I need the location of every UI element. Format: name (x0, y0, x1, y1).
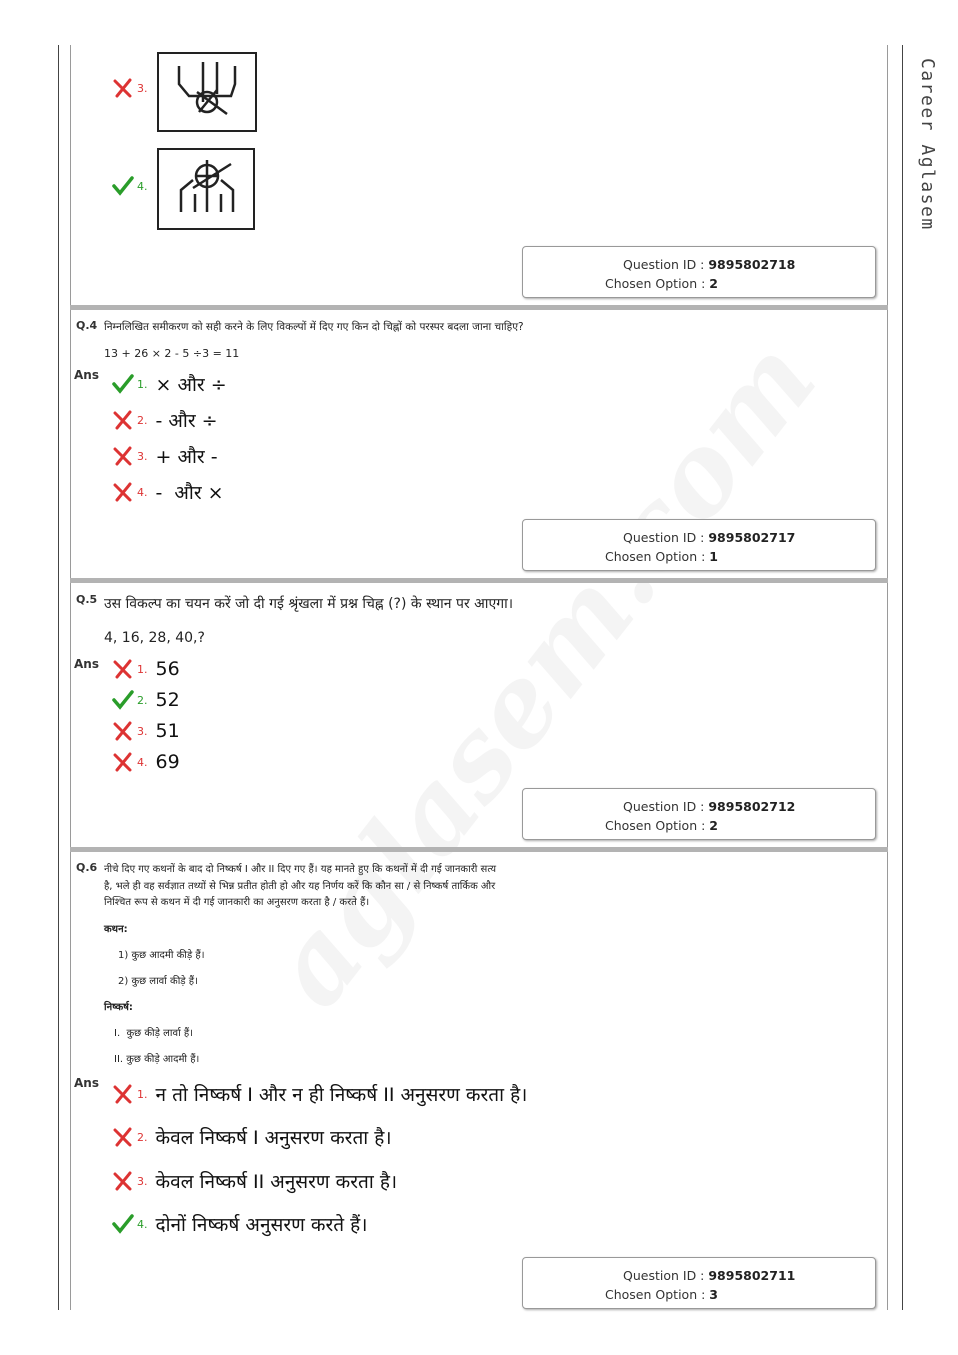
equation-text: 13 + 26 × 2 - 5 ÷3 = 11 (104, 347, 240, 360)
q6-option-2 (112, 1124, 392, 1150)
q5-option-3 (112, 720, 180, 742)
option-number: 2. (137, 693, 148, 707)
option-text: केवल निष्कर्ष I अनुसरण करता है। (155, 1127, 392, 1149)
q6-option-3 (112, 1168, 397, 1194)
side-brand-text: Career Aglasem (917, 58, 938, 231)
option-number: 3. (137, 81, 148, 95)
question-id-value: 9895802717 (708, 530, 796, 545)
option-text: 56 (155, 658, 180, 680)
watermark (244, 399, 777, 1030)
question-id-label: Question ID : (623, 1268, 709, 1283)
content-border-right (887, 45, 888, 1310)
check-icon (112, 374, 134, 394)
check-icon (112, 690, 134, 710)
option-text: केवल निष्कर्ष II अनुसरण करता है। (155, 1171, 398, 1193)
content-border-left (70, 45, 71, 1310)
option-text: × और ÷ (155, 374, 227, 396)
question-text-line: निश्चित रूप से कथन में दी गई जानकारी का अनुसरण करता है / करते हैं। (104, 897, 370, 908)
option-number: 3. (137, 1174, 148, 1188)
question-id-label: Question ID : (623, 530, 709, 545)
rotated-symbol-figure (159, 54, 255, 130)
cross-icon (112, 78, 134, 98)
option-number: 1. (137, 662, 148, 676)
cross-icon (112, 1084, 134, 1104)
symbol-figure (159, 150, 253, 228)
question-separator (70, 578, 888, 583)
page-border-right (902, 45, 903, 1310)
q5-option-1 (112, 658, 180, 680)
question-id-label: Question ID : (623, 799, 709, 814)
chosen-option-value: 2 (709, 276, 718, 291)
answer-label: Ans (74, 368, 99, 382)
question-text-line: है, भले ही वह सर्वज्ञात तथ्यों से भिन्न प्रतीत होती हो और यह निर्णय करें कि कौन सा / से निष्कर्ष तार्किक और (104, 880, 496, 892)
statements-label: कथन: (104, 924, 128, 935)
question-info-box (522, 788, 876, 840)
check-icon (112, 1214, 134, 1234)
question-info-box (522, 246, 876, 298)
q3-option-4-figure (157, 148, 255, 230)
cross-icon (112, 659, 134, 679)
cross-icon (112, 752, 134, 772)
option-number: 4. (137, 755, 148, 769)
question-text (104, 862, 496, 912)
q3-option-4 (112, 176, 156, 196)
question-info-box (522, 1257, 876, 1309)
question-separator (70, 847, 888, 852)
chosen-option-label: Chosen Option : (605, 549, 710, 564)
q4-option-2 (112, 407, 218, 433)
q6-option-4 (112, 1211, 367, 1237)
option-number: 1. (137, 1087, 148, 1101)
option-number: 4. (137, 485, 148, 499)
question-text-line: नीचे दिए गए कथनों के बाद दो निष्कर्ष I और II दिए गए हैं। यह मानते हुए कि कथनों में दी गई जानकारी सत्य (104, 864, 497, 875)
cross-icon (112, 410, 134, 430)
question-text: उस विकल्प का चयन करें जो दी गई श्रृंखला में प्रश्न चिह्न (?) के स्थान पर आएगा। (104, 596, 514, 612)
option-number: 2. (137, 413, 148, 427)
question-text: निम्नलिखित समीकरण को सही करने के लिए विकल्पों में दिए गए किन दो चिह्नों को परस्पर बदला जाना चाहिए? (104, 321, 524, 333)
answer-label: Ans (74, 1076, 99, 1090)
option-number: 4. (137, 1217, 148, 1231)
option-text: - और × (155, 482, 224, 504)
option-text: 51 (155, 720, 180, 742)
chosen-option-value: 2 (709, 818, 718, 833)
answer-label: Ans (74, 657, 99, 671)
option-number: 1. (137, 377, 148, 391)
q4-option-4 (112, 479, 224, 505)
question-id-value: 9895802718 (708, 257, 796, 272)
q5-option-4 (112, 751, 180, 773)
option-text: 69 (155, 751, 180, 773)
chosen-option-value: 3 (709, 1287, 718, 1302)
question-info-box (522, 519, 876, 571)
question-separator (70, 305, 888, 310)
conclusion-2: II. कुछ कीड़े आदमी हैं। (114, 1054, 200, 1065)
cross-icon (112, 721, 134, 741)
option-text: न तो निष्कर्ष I और न ही निष्कर्ष II अनुसरण करता है। (155, 1084, 528, 1106)
conclusion-1: I. कुछ कीड़े लार्वा हैं। (114, 1028, 193, 1039)
page-border-left (58, 45, 59, 1310)
cross-icon (112, 482, 134, 502)
series-text: 4, 16, 28, 40,? (104, 630, 205, 646)
option-text: दोनों निष्कर्ष अनुसरण करते हैं। (155, 1214, 368, 1236)
option-text: 52 (155, 689, 180, 711)
q3-option-3-figure (157, 52, 257, 132)
conclusions-label: निष्कर्ष: (104, 1002, 133, 1013)
question-id-value: 9895802711 (708, 1268, 796, 1283)
statement-1: 1) कुछ आदमी कीड़े हैं। (118, 950, 205, 961)
q3-option-3 (112, 78, 156, 98)
q4-option-1 (112, 371, 227, 397)
option-number: 3. (137, 724, 148, 738)
question-number: Q.4 (76, 319, 98, 332)
cross-icon (112, 1171, 134, 1191)
check-icon (112, 176, 134, 196)
option-number: 2. (137, 1130, 148, 1144)
option-text: + और - (155, 446, 218, 468)
q5-option-2 (112, 689, 180, 711)
cross-icon (112, 1127, 134, 1147)
q4-option-3 (112, 443, 218, 469)
statement-2: 2) कुछ लार्वा कीड़े हैं। (118, 976, 198, 987)
chosen-option-label: Chosen Option : (605, 818, 710, 833)
question-number: Q.5 (76, 593, 98, 606)
question-id-label: Question ID : (623, 257, 709, 272)
option-number: 3. (137, 449, 148, 463)
chosen-option-value: 1 (709, 549, 718, 564)
chosen-option-label: Chosen Option : (605, 276, 710, 291)
option-text: - और ÷ (155, 410, 218, 432)
cross-icon (112, 446, 134, 466)
question-number: Q.6 (76, 861, 98, 874)
option-number: 4. (137, 179, 148, 193)
question-id-value: 9895802712 (708, 799, 796, 814)
chosen-option-label: Chosen Option : (605, 1287, 710, 1302)
q6-option-1 (112, 1081, 527, 1107)
